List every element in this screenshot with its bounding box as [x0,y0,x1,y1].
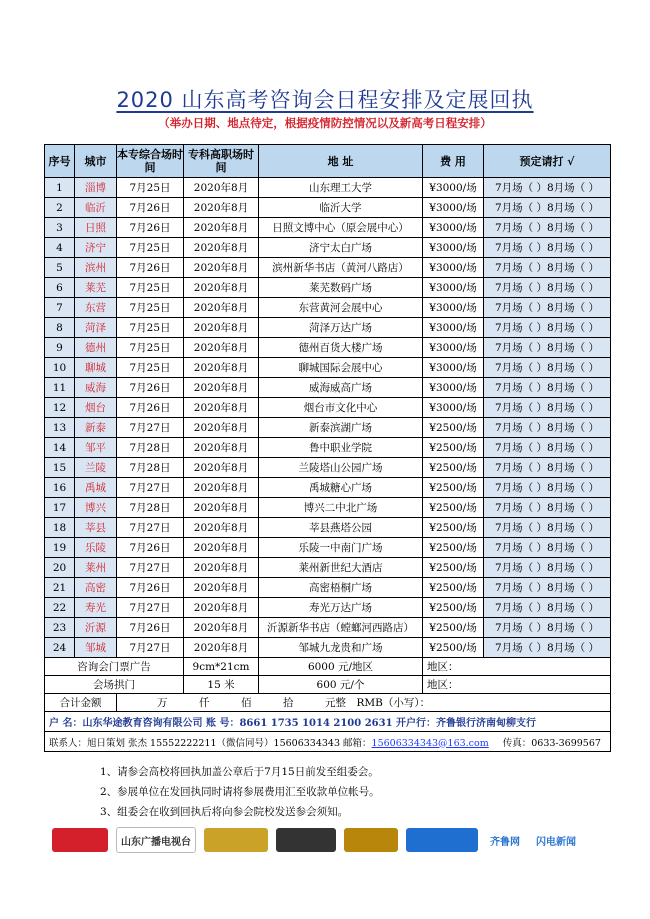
row-idx: 5 [45,258,75,278]
row-booking[interactable]: 7月场（ ）8月场（ ） [484,438,611,458]
table-header-row [45,145,611,178]
row-ug-time: 7月25日 [117,178,184,198]
row-city: 临沂 [75,198,117,218]
sponsor-logos [52,826,612,854]
contact-row [45,732,611,752]
row-booking[interactable]: 7月场（ ）8月场（ ） [484,358,611,378]
row-city: 邹平 [75,438,117,458]
table-row [45,438,611,458]
row-booking[interactable]: 7月场（ ）8月场（ ） [484,198,611,218]
row-idx: 4 [45,238,75,258]
row-ug-time: 7月25日 [117,238,184,258]
row-idx: 16 [45,478,75,498]
table-row [45,298,611,318]
row-booking[interactable]: 7月场（ ）8月场（ ） [484,518,611,538]
row-address: 莱芜数码广场 [259,278,423,298]
arch-region[interactable]: 地区： [423,676,611,694]
table-row [45,338,611,358]
row-voc-time: 2020年8月 [184,478,259,498]
row-ug-time: 7月26日 [117,398,184,418]
row-fee: ¥3000/场 [423,338,484,358]
row-voc-time: 2020年8月 [184,358,259,378]
notes [100,762,380,822]
row-booking[interactable]: 7月场（ ）8月场（ ） [484,238,611,258]
row-idx: 1 [45,178,75,198]
row-idx: 17 [45,498,75,518]
row-address: 禹城糖心广场 [259,478,423,498]
ticket-ad-row [45,658,611,676]
row-voc-time: 2020年8月 [184,318,259,338]
row-address: 沂源新华书店（螳螂河西路店） [259,618,423,638]
row-city: 滨州 [75,258,117,278]
row-city: 博兴 [75,498,117,518]
table-row [45,258,611,278]
header-city: 城市 [75,145,117,178]
row-idx: 13 [45,418,75,438]
fax-text: 传真：0633-3699567 [502,737,601,749]
table-row [45,618,611,638]
arch-label: 会场拱门 [45,676,184,694]
row-booking[interactable]: 7月场（ ）8月场（ ） [484,458,611,478]
row-city: 高密 [75,578,117,598]
row-voc-time: 2020年8月 [184,198,259,218]
row-address: 莱州新世纪大酒店 [259,558,423,578]
row-fee: ¥2500/场 [423,498,484,518]
row-booking[interactable]: 7月场（ ）8月场（ ） [484,538,611,558]
row-idx: 7 [45,298,75,318]
total-row [45,694,611,712]
row-ug-time: 7月26日 [117,258,184,278]
row-idx: 18 [45,518,75,538]
brand-logo-1 [52,828,108,852]
row-ug-time: 7月28日 [117,498,184,518]
row-fee: ¥3000/场 [423,238,484,258]
row-ug-time: 7月25日 [117,358,184,378]
row-voc-time: 2020年8月 [184,378,259,398]
row-voc-time: 2020年8月 [184,338,259,358]
row-fee: ¥2500/场 [423,578,484,598]
row-ug-time: 7月26日 [117,378,184,398]
email-link[interactable]: 15606334343@163.com [371,737,489,749]
row-idx: 6 [45,278,75,298]
row-ug-time: 7月26日 [117,198,184,218]
table-row [45,598,611,618]
row-fee: ¥3000/场 [423,178,484,198]
row-booking[interactable]: 7月场（ ）8月场（ ） [484,258,611,278]
row-idx: 11 [45,378,75,398]
table-row [45,358,611,378]
table-row [45,458,611,478]
row-voc-time: 2020年8月 [184,618,259,638]
row-address: 德州百货大楼广场 [259,338,423,358]
row-fee: ¥3000/场 [423,218,484,238]
row-idx: 15 [45,458,75,478]
row-voc-time: 2020年8月 [184,498,259,518]
row-fee: ¥2500/场 [423,458,484,478]
row-fee: ¥2500/场 [423,558,484,578]
row-fee: ¥3000/场 [423,378,484,398]
row-city: 聊城 [75,358,117,378]
row-city: 莱州 [75,558,117,578]
row-address: 山东理工大学 [259,178,423,198]
row-ug-time: 7月26日 [117,218,184,238]
row-idx: 21 [45,578,75,598]
row-city: 济宁 [75,238,117,258]
row-ug-time: 7月25日 [117,298,184,318]
contact-info [45,732,611,752]
row-voc-time: 2020年8月 [184,598,259,618]
row-ug-time: 7月25日 [117,278,184,298]
row-fee: ¥2500/场 [423,538,484,558]
row-city: 禹城 [75,478,117,498]
row-address: 济宁太白广场 [259,238,423,258]
row-voc-time: 2020年8月 [184,558,259,578]
row-address: 新泰滨湖广场 [259,418,423,438]
note-3: 3、组委会在收到回执后将向参会院校发送参会须知。 [100,806,349,818]
row-address: 高密梧桐广场 [259,578,423,598]
table-row [45,218,611,238]
row-fee: ¥2500/场 [423,478,484,498]
row-fee: ¥2500/场 [423,438,484,458]
row-voc-time: 2020年8月 [184,398,259,418]
table-row [45,578,611,598]
row-voc-time: 2020年8月 [184,298,259,318]
row-booking[interactable]: 7月场（ ）8月场（ ） [484,278,611,298]
ticket-ad-size: 9cm*21cm [184,658,259,676]
row-address: 聊城国际会展中心 [259,358,423,378]
arch-price: 600 元/个 [259,676,423,694]
row-ug-time: 7月27日 [117,598,184,618]
row-address: 临沂大学 [259,198,423,218]
row-city: 东营 [75,298,117,318]
row-idx: 19 [45,538,75,558]
row-ug-time: 7月28日 [117,438,184,458]
row-booking[interactable]: 7月场（ ）8月场（ ） [484,638,611,658]
row-booking[interactable]: 7月场（ ）8月场（ ） [484,378,611,398]
table-row [45,278,611,298]
row-booking[interactable]: 7月场（ ）8月场（ ） [484,298,611,318]
row-voc-time: 2020年8月 [184,278,259,298]
row-address: 菏泽万达广场 [259,318,423,338]
row-address: 莘县燕塔公园 [259,518,423,538]
row-voc-time: 2020年8月 [184,458,259,478]
row-fee: ¥3000/场 [423,198,484,218]
arch-size: 15 米 [184,676,259,694]
row-booking[interactable]: 7月场（ ）8月场（ ） [484,558,611,578]
row-city: 乐陵 [75,538,117,558]
row-voc-time: 2020年8月 [184,178,259,198]
row-address: 日照文博中心（原会展中心） [259,218,423,238]
table-row [45,238,611,258]
flash-news-logo: 闪电新闻 [536,836,576,848]
ticket-ad-price: 6000 元/地区 [259,658,423,676]
row-voc-time: 2020年8月 [184,578,259,598]
row-voc-time: 2020年8月 [184,238,259,258]
ticket-ad-region[interactable]: 地区： [423,658,611,676]
row-city: 莱芜 [75,278,117,298]
row-idx: 24 [45,638,75,658]
header-fee: 费 用 [423,145,484,178]
row-voc-time: 2020年8月 [184,538,259,558]
table-body [45,178,611,658]
row-voc-time: 2020年8月 [184,438,259,458]
table-row [45,318,611,338]
row-fee: ¥3000/场 [423,258,484,278]
row-fee: ¥3000/场 [423,318,484,338]
row-voc-time: 2020年8月 [184,218,259,238]
header-address: 地 址 [259,145,423,178]
bank-row [45,712,611,732]
row-booking[interactable]: 7月场（ ）8月场（ ） [484,178,611,198]
row-fee: ¥3000/场 [423,358,484,378]
row-booking[interactable]: 7月场（ ）8月场（ ） [484,478,611,498]
total-label: 合计金额 [45,694,117,712]
shandong-logo [344,828,398,852]
row-ug-time: 7月25日 [117,318,184,338]
table-row [45,198,611,218]
row-fee: ¥3000/场 [423,278,484,298]
page-title: 2020 山东高考咨询会日程安排及定展回执 [116,88,534,112]
arch-row [45,676,611,694]
row-address: 滨州新华书店（黄河八路店） [259,258,423,278]
row-voc-time: 2020年8月 [184,638,259,658]
row-city: 新泰 [75,418,117,438]
row-fee: ¥2500/场 [423,418,484,438]
row-address: 鲁中职业学院 [259,438,423,458]
row-city: 德州 [75,338,117,358]
row-idx: 3 [45,218,75,238]
row-idx: 23 [45,618,75,638]
row-fee: ¥2500/场 [423,518,484,538]
table-row [45,398,611,418]
row-ug-time: 7月27日 [117,518,184,538]
table-row [45,498,611,518]
row-ug-time: 7月28日 [117,458,184,478]
table-row [45,518,611,538]
page-subtitle: （举办日期、地点待定，根据疫情防控情况以及新高考日程安排） [158,116,492,130]
row-fee: ¥2500/场 [423,618,484,638]
row-ug-time: 7月27日 [117,558,184,578]
header-idx: 序号 [45,145,75,178]
table-row [45,558,611,578]
row-idx: 12 [45,398,75,418]
row-address: 博兴二中北广场 [259,498,423,518]
row-idx: 20 [45,558,75,578]
row-booking[interactable]: 7月场（ ）8月场（ ） [484,598,611,618]
row-address: 邹城九龙贵和广场 [259,638,423,658]
row-booking[interactable]: 7月场（ ）8月场（ ） [484,318,611,338]
row-address: 乐陵一中南门广场 [259,538,423,558]
row-fee: ¥2500/场 [423,638,484,658]
row-fee: ¥3000/场 [423,298,484,318]
ticket-ad-label: 咨询会门票广告 [45,658,184,676]
row-booking[interactable]: 7月场（ ）8月场（ ） [484,578,611,598]
row-fee: ¥3000/场 [423,398,484,418]
row-idx: 14 [45,438,75,458]
row-idx: 9 [45,338,75,358]
row-voc-time: 2020年8月 [184,258,259,278]
row-voc-time: 2020年8月 [184,418,259,438]
row-ug-time: 7月26日 [117,538,184,558]
row-city: 邹城 [75,638,117,658]
row-ug-time: 7月27日 [117,418,184,438]
row-idx: 10 [45,358,75,378]
header-voc-time: 专科高职场时间 [184,145,259,178]
row-address: 威海威高广场 [259,378,423,398]
row-ug-time: 7月27日 [117,638,184,658]
row-booking[interactable]: 7月场（ ）8月场（ ） [484,498,611,518]
row-ug-time: 7月27日 [117,478,184,498]
row-city: 寿光 [75,598,117,618]
blue-logo [406,828,478,852]
table-row [45,378,611,398]
contact-text: 联系人：旭日策划 张杰 15552222211（微信同号）15606334343 邮箱： [49,737,372,749]
row-city: 烟台 [75,398,117,418]
row-city: 沂源 [75,618,117,638]
row-ug-time: 7月26日 [117,618,184,638]
row-ug-time: 7月25日 [117,338,184,358]
row-idx: 8 [45,318,75,338]
row-fee: ¥2500/场 [423,598,484,618]
qilu-logo: 齐鲁网 [490,836,520,848]
bank-info: 户 名：山东华途教育咨询有限公司 账 号：8661 1735 1014 2100 2631 开户行：齐鲁银行济南甸柳支行 [45,712,611,732]
row-address: 寿光万达广场 [259,598,423,618]
row-city: 莘县 [75,518,117,538]
table-row [45,418,611,438]
sdtv-logo: 山东广播电视台 [116,827,196,853]
row-idx: 22 [45,598,75,618]
row-idx: 2 [45,198,75,218]
row-booking[interactable]: 7月场（ ）8月场（ ） [484,618,611,638]
note-1: 1、请参会高校将回执加盖公章后于7月15日前发至组委会。 [100,766,379,778]
tv-logo [276,828,336,852]
row-ug-time: 7月26日 [117,578,184,598]
header-booking: 预定请打 √ [484,145,611,178]
row-booking[interactable]: 7月场（ ）8月场（ ） [484,218,611,238]
header-ug-time: 本专综合场时间 [117,145,184,178]
note-2: 2、参展单位在发回执同时请将参展费用汇至收款单位帐号。 [100,786,380,798]
row-address: 兰陵塔山公园广场 [259,458,423,478]
row-address: 烟台市文化中心 [259,398,423,418]
table-row [45,638,611,658]
row-city: 菏泽 [75,318,117,338]
row-city: 淄博 [75,178,117,198]
row-city: 日照 [75,218,117,238]
row-city: 兰陵 [75,458,117,478]
row-booking[interactable]: 7月场（ ）8月场（ ） [484,418,611,438]
row-voc-time: 2020年8月 [184,518,259,538]
table-row [45,538,611,558]
table-row [45,178,611,198]
row-city: 威海 [75,378,117,398]
row-booking[interactable]: 7月场（ ）8月场（ ） [484,398,611,418]
table-row [45,478,611,498]
row-booking[interactable]: 7月场（ ）8月场（ ） [484,338,611,358]
row-address: 东营黄河会展中心 [259,298,423,318]
edu-logo [204,828,268,852]
schedule-table [44,144,611,752]
total-amount[interactable]: 万 仟 佰 拾 元整 RMB（小写）： [117,694,611,712]
